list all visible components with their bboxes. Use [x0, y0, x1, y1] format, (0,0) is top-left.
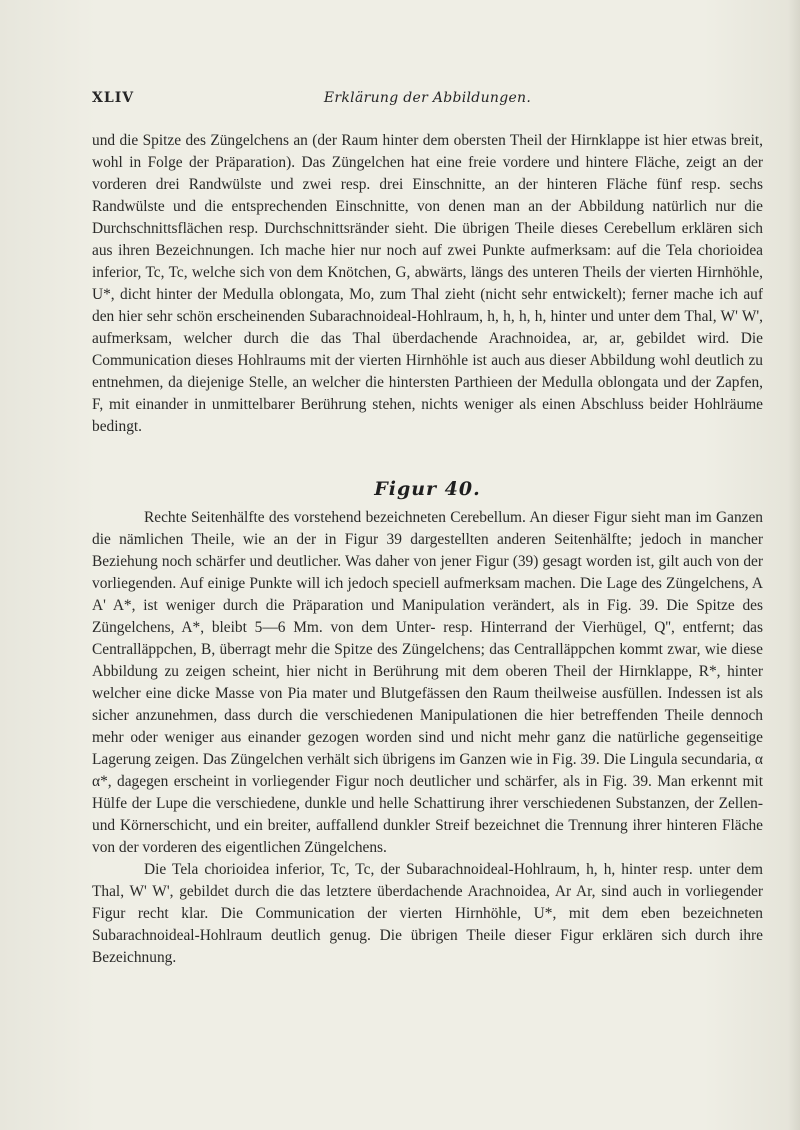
page-header	[92, 90, 763, 112]
running-title: Erklärung der Abbildungen.	[323, 90, 532, 106]
text-block-continuation	[92, 130, 763, 438]
page-edge-shadow	[788, 0, 800, 1130]
page-number: XLIV	[92, 90, 135, 106]
text-block-figure-40	[92, 507, 763, 969]
paragraph-continuation: und die Spitze des Züngelchens an (der Raum hinter dem obersten Theil der Hirnklappe ist hier etwas breit, wohl in Folge der Präparation). Das Züngelchen hat eine freie vordere und hintere Fläche, zeigt an der vorderen drei Randwülste und zwei resp. drei Einschnitte, an der hinteren Fläche fünf resp. sechs Randwülste und die entsprechenden Einschnitte, von denen man an der Abbildung natürlich nur die Durchschnittsflächen resp. Durchschnittsränder sieht. Die übrigen Theile dieses Cerebellum erklären sich aus ihren Bezeichnungen. Ich mache hier nur noch auf zwei Punkte aufmerksam: auf die Tela chorioidea inferior, Tc, Tc, welche sich von dem Knötchen, G, abwärts, längs des unteren Theils der vierten Hirnhöhle, U*, dicht hinter der Medulla oblongata, Mo, zum Thal zieht (nicht sehr entwickelt); ferner mache ich auf den hier sehr schön erscheinenden Subarachnoideal-Hohlraum, h, h, h, h, hinter und unter dem Thal, W' W', aufmerksam, welcher durch die das Thal überdachende Arachnoidea, ar, ar, gebildet wird. Die Communication dieses Hohlraums mit der vierten Hirnhöhle ist auch aus dieser Abbildung wohl deutlich zu entnehmen, da diejenige Stelle, an welcher die hintersten Parthieen der Medulla oblongata und der Zapfen, F, mit einander in unmittelbarer Berührung stehen, nichts weniger als einen Abschluss beider Hohlräume bedingt.	[92, 132, 763, 435]
paragraph-figure-description: Rechte Seitenhälfte des vorstehend bezeichneten Cerebellum. An dieser Figur sieht man im Ganzen die nämlichen Theile, wie an der in Figur 39 dargestellten anderen Seitenhälfte; jedoch in mancher Beziehung noch schärfer und deutlicher. Was daher von jener Figur (39) gesagt worden ist, gilt auch von der vorliegenden. Auf einige Punkte will ich jedoch speciell aufmerksam machen. Die Lage des Züngelchens, A A' A*, ist weniger durch die Präparation und Manipulation verändert, als in Fig. 39. Die Spitze des Züngelchens, A*, bleibt 5—6 Mm. von dem Unter- resp. Hinterrand der Vierhügel, Q'', entfernt; das Centralläppchen, B, überragt mehr die Spitze des Züngelchens; das Centralläppchen kommt zwar, wie diese Abbildung zu zeigen scheint, hier nicht in Berührung mit dem oberen Theil der Hirnklappe, R*, hinter welcher eine dicke Masse von Pia mater und Blutgefässen den Raum theilweise ausfüllen. Indessen ist als sicher anzunehmen, dass durch die verschiedenen Manipulationen die hier betreffenden Theile dennoch mehr oder weniger aus einander gezogen worden sind und nicht mehr ganz die natürliche gegenseitige Lagerung zeigen. Das Züngelchen verhält sich übrigens im Ganzen wie in Fig. 39. Die Lingula secundaria, α α*, dagegen erscheint in vorliegender Figur noch deutlicher und schärfer, als in Fig. 39. Man erkennt mit Hülfe der Lupe die verschiedene, dunkle und helle Schattirung ihrer verschiedenen Substanzen, der Zellen- und Körnerschicht, und ein breiter, auffallend dunkler Streif bezeichnet die Trennung ihrer hinteren Fläche von der vorderen des eigentlichen Züngelchens.	[92, 509, 763, 856]
figure-heading: Figur 40.	[374, 478, 481, 500]
paragraph-tela-chorioidea: Die Tela chorioidea inferior, Tc, Tc, der Subarachnoideal-Hohlraum, h, h, hinter resp. unter dem Thal, W' W', gebildet durch die das letztere überdachende Arachnoidea, Ar Ar, sind auch in vorliegender Figur recht klar. Die Communication der vierten Hirnhöhle, U*, mit dem eben bezeichneten Subarachnoideal-Hohlraum deutlich genug. Die übrigen Theile dieser Figur erklären sich durch ihre Bezeichnung.	[92, 861, 763, 966]
